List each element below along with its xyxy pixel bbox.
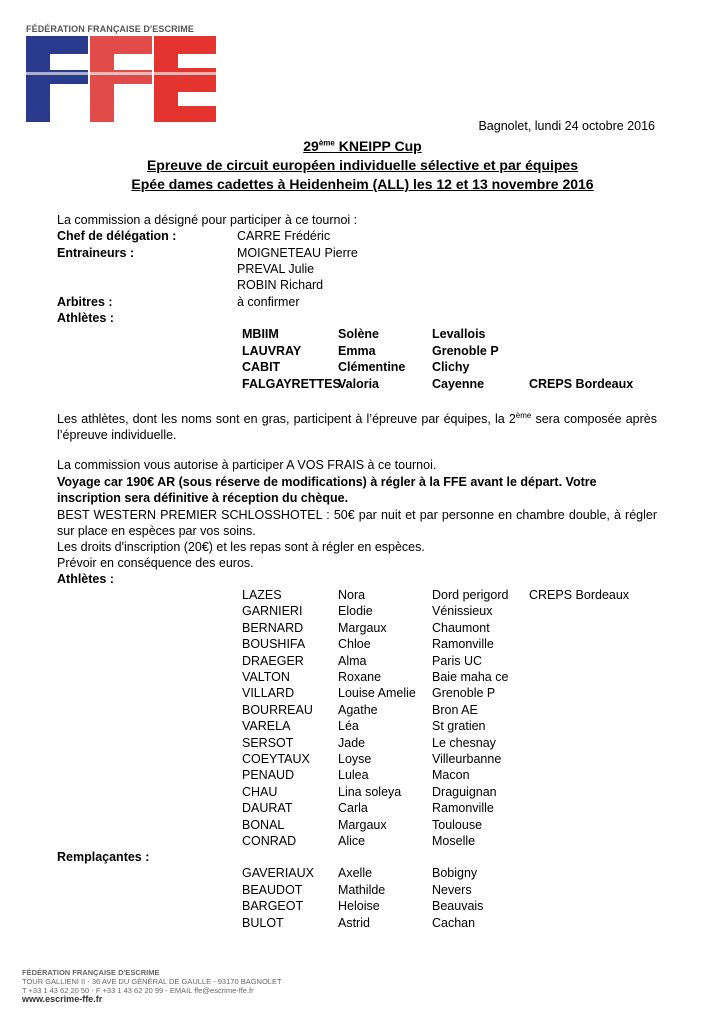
athlete-extra: CREPS Bordeaux [529, 376, 634, 391]
athlete-first: Agathe [338, 702, 378, 717]
athlete-last: DRAEGER [242, 653, 304, 668]
athlete-last: MBIIM [242, 327, 279, 341]
athlete-club: Cayenne [432, 376, 485, 391]
athlete-last: CABIT [242, 360, 281, 374]
footer-org: FÉDÉRATION FRANÇAISE D'ESCRIME [22, 968, 160, 977]
athlete-club: Ramonville [432, 637, 494, 652]
athlete-last: BOUSHIFA [242, 637, 306, 652]
athlete-last: CHAU [242, 784, 278, 799]
entraineurs-label: Entraineurs : [57, 246, 135, 260]
athlete-club: Levallois [432, 327, 486, 341]
title-line-3: Epée dames cadettes à Heidenheim (ALL) les 12 et 13 novembre 2016 [131, 176, 594, 192]
athlete-first: Alice [338, 834, 366, 848]
athlete-first: Jade [338, 735, 366, 750]
athlete-club: St gratien [432, 719, 486, 734]
athlete-first: Emma [338, 343, 376, 358]
athlete-first: Roxane [338, 670, 382, 684]
athlete-first: Lina soleya [338, 784, 402, 799]
athlete-club: Baie maha ce [432, 670, 509, 684]
athlete-club: Grenoble P [432, 686, 496, 701]
athlete-first: Léa [338, 719, 359, 734]
athletes-label: Athlètes : [57, 311, 114, 325]
athlete-first: Louise Amelie [338, 686, 416, 701]
intro-text: La commission a désigné pour participer à ce tournoi : [57, 213, 358, 227]
athlete-last: LAUVRAY [242, 343, 302, 358]
athlete-club: Draguignan [432, 784, 497, 799]
athlete-first: Carla [338, 801, 368, 816]
athlete-last: VARELA [242, 719, 291, 734]
athlete-first: Chloe [338, 637, 371, 652]
footer [22, 968, 282, 1004]
title-line-1: 29ème KNEIPP Cup [303, 138, 422, 154]
arbitres-value: à confirmer [237, 295, 300, 309]
athlete-last: GAVERIAUX [242, 866, 315, 880]
footer-website: www.escrime-ffe.fr [22, 994, 103, 1004]
prevoir-text: Prévoir en conséquence des euros. [57, 556, 254, 570]
federation-name: FÉDÉRATION FRANÇAISE D'ESCRIME [26, 24, 194, 34]
athlete-last: BEAUDOT [242, 882, 303, 897]
droits-text: Les droits d'inscription (20€) et les repas sont à régler en espèces. [57, 540, 425, 554]
athlete-club: Cachan [432, 915, 476, 930]
entraineur: MOIGNETEAU Pierre [237, 246, 358, 260]
voyage-text: Voyage car 190€ AR (sous réserve de modifications) à régler à la FFE avant le départ. Votre inscription sera définitive à réception du chèque. [57, 475, 597, 505]
athlete-last: BARGEOT [242, 899, 304, 913]
athlete-first: Axelle [338, 866, 373, 880]
athlete-last: SERSOT [242, 735, 294, 750]
athlete-club: Ramonville [432, 801, 494, 816]
athlete-last: BOURREAU [242, 702, 313, 717]
team-note: Les athlètes, dont les noms sont en gras, participent à l’épreuve par équipes, la 2ème sera composée après l’épreuve individuelle. [57, 411, 657, 443]
athlete-last: LAZES [242, 588, 282, 602]
athlete-last: BONAL [242, 817, 285, 832]
athlete-last: COEYTAUX [242, 752, 310, 766]
arbitres-label: Arbitres : [57, 295, 113, 309]
athlete-club: Grenoble P [432, 343, 499, 358]
athlete-club: Beauvais [432, 899, 484, 913]
athlete-first: Heloise [338, 899, 380, 913]
entraineur: ROBIN Richard [237, 278, 324, 292]
athlete-last: FALGAYRETTES [242, 376, 341, 391]
athlete-last: VILLARD [242, 686, 295, 701]
athlete-club: Nevers [432, 882, 472, 897]
title-line-2: Epreuve de circuit européen individuelle sélective et par équipes [146, 157, 579, 173]
athlete-first: Elodie [338, 604, 373, 619]
athlete-last: VALTON [242, 670, 290, 684]
athlete-first: Astrid [338, 915, 370, 930]
athlete-last: CONRAD [242, 834, 297, 848]
athlete-club: Moselle [432, 834, 476, 848]
remplacantes-label: Remplaçantes : [57, 850, 150, 864]
athlete-first: Lulea [338, 768, 369, 783]
athlete-last: PENAUD [242, 768, 295, 783]
athlete-club: Toulouse [432, 817, 483, 832]
athlete-first: Alma [338, 653, 367, 668]
athlete-first: Clémentine [338, 360, 406, 374]
ffe-logo [24, 24, 220, 124]
hotel-text: BEST WESTERN PREMIER SCHLOSSHOTEL : 50€ par nuit et par personne en chambre double, à régler sur place en espèces par vos soins. [57, 508, 657, 538]
athlete-club: Macon [432, 768, 470, 783]
athlete-club: Vénissieux [432, 604, 493, 619]
footer-contact: T +33 1 43 62 20 50 - F +33 1 43 62 20 99 - EMAIL ffe@escrime-ffe.fr [22, 986, 254, 995]
athlete-last: BERNARD [242, 620, 304, 635]
athlete-club: Le chesnay [432, 735, 496, 750]
athlete-first: Mathilde [338, 882, 386, 897]
athlete-first: Margaux [338, 817, 387, 832]
athlete-club: Bron AE [432, 702, 478, 717]
athlete-first: Nora [338, 588, 366, 602]
athlete-first: Solène [338, 327, 379, 341]
entraineur: PREVAL Julie [237, 262, 315, 276]
athlete-club: Dord perigord [432, 588, 509, 602]
athletes-label-2: Athlètes : [57, 572, 114, 586]
athlete-club: Chaumont [432, 620, 490, 635]
chef-label: Chef de délégation : [57, 229, 177, 243]
athlete-first: Loyse [338, 752, 372, 766]
athlete-club: Bobigny [432, 866, 478, 880]
athlete-club: Villeurbanne [432, 752, 502, 766]
frais-line: La commission vous autorise à participer A VOS FRAIS à ce tournoi. [57, 458, 437, 472]
athlete-last: GARNIERI [242, 604, 303, 619]
athlete-first: Margaux [338, 620, 387, 635]
athlete-first: Valoria [338, 376, 379, 391]
athlete-extra: CREPS Bordeaux [529, 588, 630, 602]
athlete-club: Paris UC [432, 653, 483, 668]
document-date: Bagnolet, lundi 24 octobre 2016 [478, 119, 655, 133]
athlete-last: BULOT [242, 915, 284, 930]
footer-address: TOUR GALLIENI II - 36 AVE DU GÉNÉRAL DE GAULLE - 93170 BAGNOLET [22, 977, 282, 986]
athlete-last: DAURAT [242, 801, 293, 816]
chef-value: CARRE Frédéric [237, 229, 331, 243]
athlete-club: Clichy [432, 360, 470, 374]
